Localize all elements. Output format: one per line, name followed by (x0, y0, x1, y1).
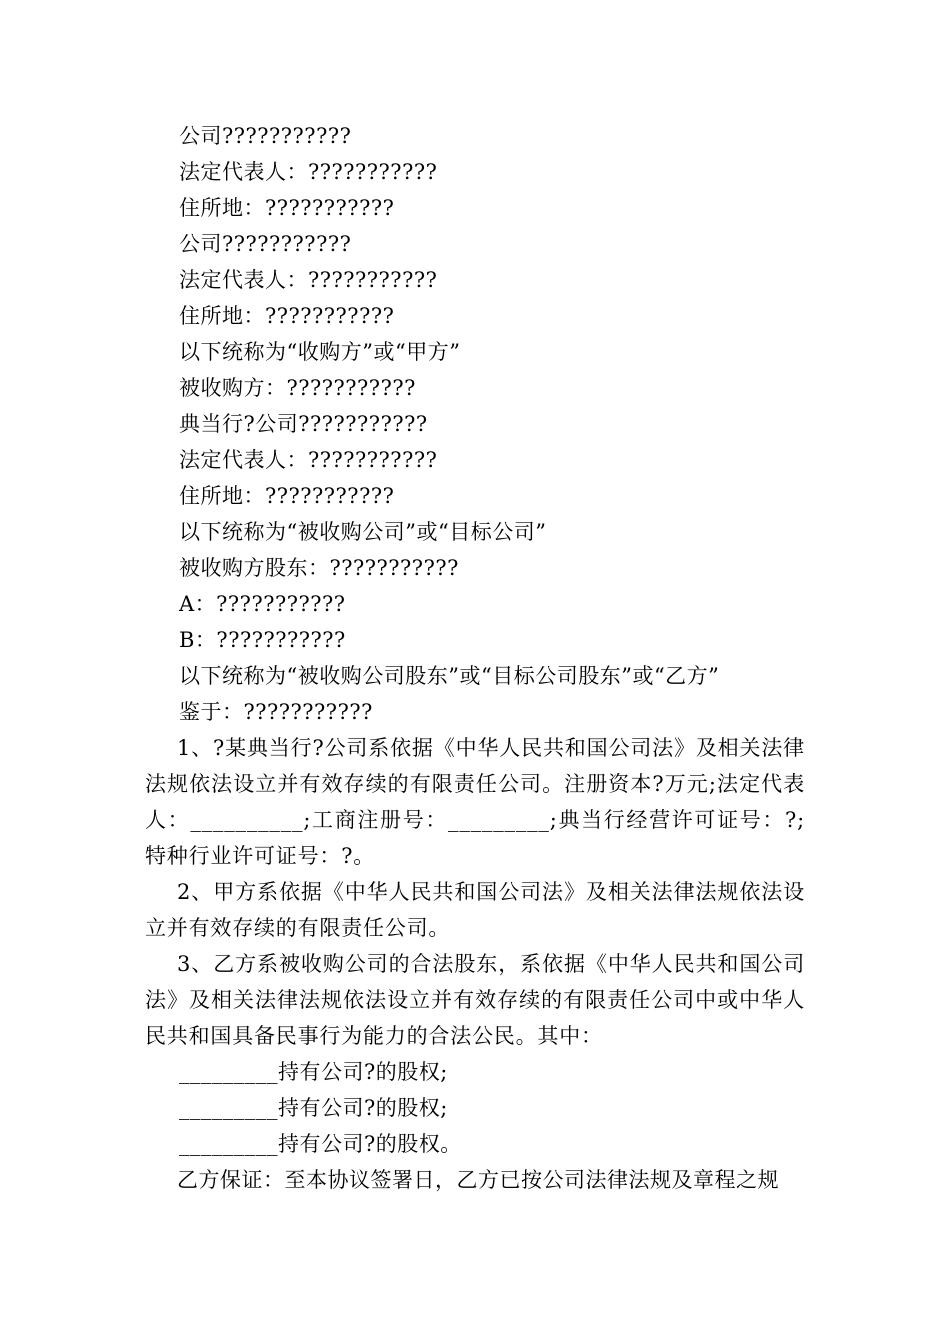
warranty-line: 乙方保证：至本协议签署日，乙方已按公司法律法规及章程之规 (177, 1168, 779, 1192)
target-definition: 以下统称为“被收购公司”或“目标公司” (179, 520, 547, 544)
shareholders-definition: 以下统称为“被收购公司股东”或“目标公司股东”或“乙方” (179, 664, 720, 688)
party-a1-address: 住所地：??????????? (179, 196, 395, 220)
party-a1-company: 公司??????????? (179, 124, 352, 148)
recital-3: 3、乙方系被收购公司的合法股东，系依据《中华人民共和国公司法》及相关法律法规依法设立并有效存续的有限责任公司中或中华人民共和国具备民事行为能力的合法公民。其中： (145, 952, 805, 1048)
acquirer-definition: 以下统称为“收购方”或“甲方” (179, 340, 461, 364)
document-body (145, 118, 805, 1198)
shareholder-b: B：??????????? (179, 628, 346, 652)
holding-line-1: _________持有公司?的股权; (179, 1060, 448, 1084)
holding-line-2: _________持有公司?的股权; (179, 1096, 448, 1120)
party-a2-address: 住所地：??????????? (179, 304, 395, 328)
holding-line-3: _________持有公司?的股权。 (179, 1132, 462, 1156)
party-a2-legal-rep: 法定代表人：??????????? (179, 268, 438, 292)
target-company: 典当行?公司??????????? (179, 412, 428, 436)
recital-2: 2、甲方系依据《中华人民共和国公司法》及相关法律法规依法设立并有效存续的有限责任公司。 (145, 880, 805, 940)
party-a2-company: 公司??????????? (179, 232, 352, 256)
party-a1-legal-rep: 法定代表人：??????????? (179, 160, 438, 184)
whereas-heading: 鉴于：??????????? (179, 700, 373, 724)
shareholder-a: A：??????????? (179, 592, 346, 616)
recital-1: 1、?某典当行?公司系依据《中华人民共和国公司法》及相关法律法规依法设立并有效存续的有限责任公司。注册资本?万元;法定代表人：__________;工商注册号：_________;典当行经营许可证号：?;特种行业许可证号：?。 (145, 736, 805, 868)
shareholders-label: 被收购方股东：??????????? (179, 556, 459, 580)
target-legal-rep: 法定代表人：??????????? (179, 448, 438, 472)
target-address: 住所地：??????????? (179, 484, 395, 508)
target-label: 被收购方：??????????? (179, 376, 416, 400)
